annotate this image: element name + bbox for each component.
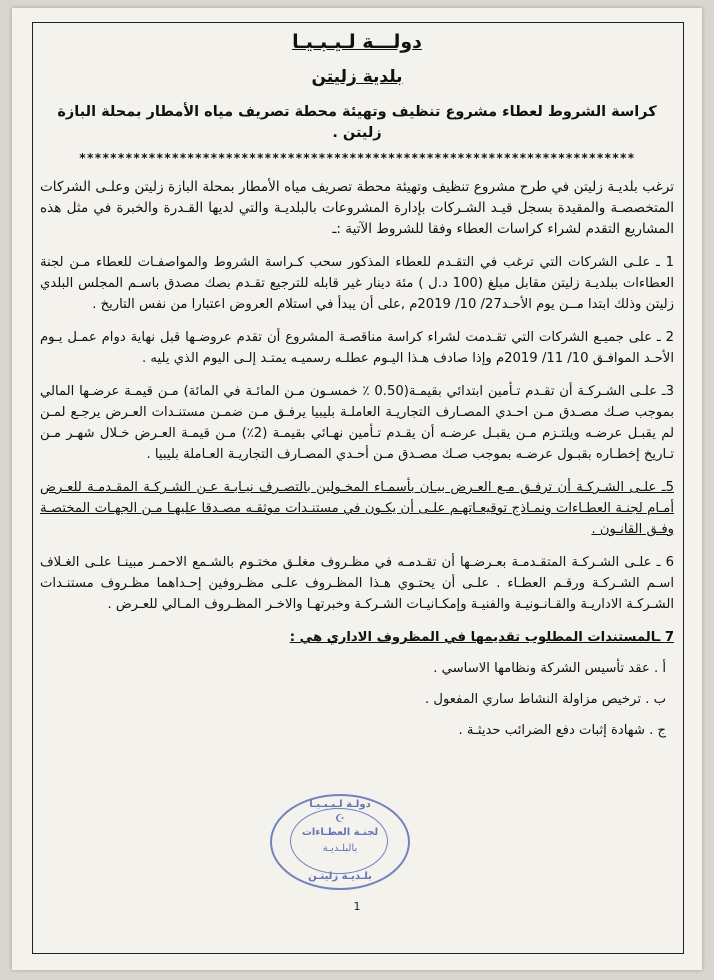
state-title: دولـــة لـيـبـيـا bbox=[292, 31, 422, 53]
booklet-title: كراسة الشروط لعطاء مشروع تنظيف وتهيئة محطة تصريف مياه الأمطار بمحلة البازة زليتن . bbox=[57, 104, 657, 141]
stamp-municipality-text: بالبلـديـة bbox=[322, 843, 358, 854]
intro-paragraph: ترغب بلديـة زليتن في طرح مشروع تنظيف وتهيئة محطة تصريف مياه الأمطار بمحلة البازة زليتن وعلـى الشركات المتخصصـة والمقيدة بسجل قيـد الشـركات بإدارة المشروعات بالبلديـة والتي لديها القـدرة والخبرة في مثل هذه المشاريع التقدم لشراء كراسات العطاء وفقا للشروط الآتية :ـ bbox=[40, 179, 674, 237]
stamp-bottom-text: بلـديـة زليتـن bbox=[308, 871, 372, 882]
clause-5: 5ـ علـى الشـركـة أن ترفـق مـع العـرض بيـان بأسمـاء المخـولين بالتصـرف نيـابـة عـن الشـركـة المقـدمـة للعـرض أمـام لجنـة العطـاءات ونمـاذج توقيعـاتهـم علـى أن يكـون في مستنـدات موثقـه مصـدقا عليهـا مـن الجهـات المختصـة وفـق القانـون . bbox=[40, 480, 674, 537]
required-document-c: ج . شهادة إثبات دفع الضرائب حديثـة . bbox=[458, 723, 666, 738]
clause-7-heading-text: 7 ـالمستندات المطلوب تقديمها في المظروف الاداري هي : bbox=[289, 630, 674, 645]
clause-7-heading bbox=[40, 627, 674, 648]
required-document-a: أ . عقد تأسيس الشركة ونظامها الاساسي . bbox=[433, 661, 666, 676]
document-content bbox=[40, 28, 674, 741]
star-divider: ************************************************************************ bbox=[78, 151, 636, 165]
clause-1: 1 ـ علـى الشركات التي ترغب في التقـدم للعطاء المذكور سحب كـراسة الشروط والمواصفـات للعطاء مـن لجنة العطاءات ببلديـة زليتن مقابل مبلغ (100 د.ل ) مئة دينار غير قابله للترجيع تقـدم بصك مصدق باسـم المجلس البلدي زليتن وذلك ابتدا مــن يوم الأحـد27/ 10/ 2019م ,على أن يبدأ في استلام العروض اعتبارا من نفس التاريخ . bbox=[40, 255, 674, 312]
clause-3: 3ـ علـى الشـركـة أن تقـدم تـأمين ابتدائي بقيمـة(0.50 ٪ خمسـون مـن المائـة في المائة) مـن قيمـة عرضـها المالي بموجب صـك مصـدق مـن احـدي المصـارف التجاريـة العاملـة بليبيا يرفـق مـن ضمـن مستنـدات العـرض يرجـع لمـن لم يقبـل عرضـه ويلتـزم مـن يقبـل عرضـه أن يقـدم تـأمين نهـائي بقيمـة (2٪) مـن قيمـة العـرض خـلال شهـر مـن تـاريخ إخطـاره بقبـول عرضـه بموجب صـك مصـدق مـن أحـدي المصـارف التجاريـة العـاملة بليبيا . bbox=[40, 384, 674, 462]
stamp-committee-text: لجنـة العطـاءات bbox=[301, 827, 379, 838]
document-page bbox=[12, 8, 702, 970]
required-document-b: ب . ترخيص مزاولة النشاط ساري المفعول . bbox=[425, 692, 666, 707]
page-number: 1 bbox=[353, 900, 361, 913]
official-stamp bbox=[270, 794, 410, 890]
clause-6: 6 ـ علـى الشـركـة المتقـدمـة بعـرضـها أن تقـدمـه في مظـروف مغلـق مختـوم بالشـمع الاحمـر مبينـا علـى الغـلاف اسـم الشـركـة ورقـم العطـاء . علـى أن يحتـوي هـذا المظـروف علـى مظـروفين إحـداهما مظـروف مستنـدات الشـركـة الاداريـة والقـانـونيـة والفنيـة وإمكـانيـات الشـركـة وخبرتهـا والاخـر المظـروف المـالي للعـرض . bbox=[40, 555, 674, 612]
clause-2: 2 ـ على جميـع الشركات التي تقـدمت لشراء كراسة مناقصـة المشروع أن تقدم عروضـها قبل نهاية دوام عمـل يـوم الأحـد الموافـق 10/ 11/ 2019م وإذا صادف هـذا اليـوم عطلـه رسميـه يمتـد إلـى اليوم الذي يليه . bbox=[40, 330, 674, 366]
municipality-title: بلدية زليتن bbox=[311, 67, 403, 87]
stamp-top-text: دولـة لـيـبـيـا bbox=[309, 799, 371, 810]
crescent-star-icon: ☪ bbox=[335, 812, 345, 825]
